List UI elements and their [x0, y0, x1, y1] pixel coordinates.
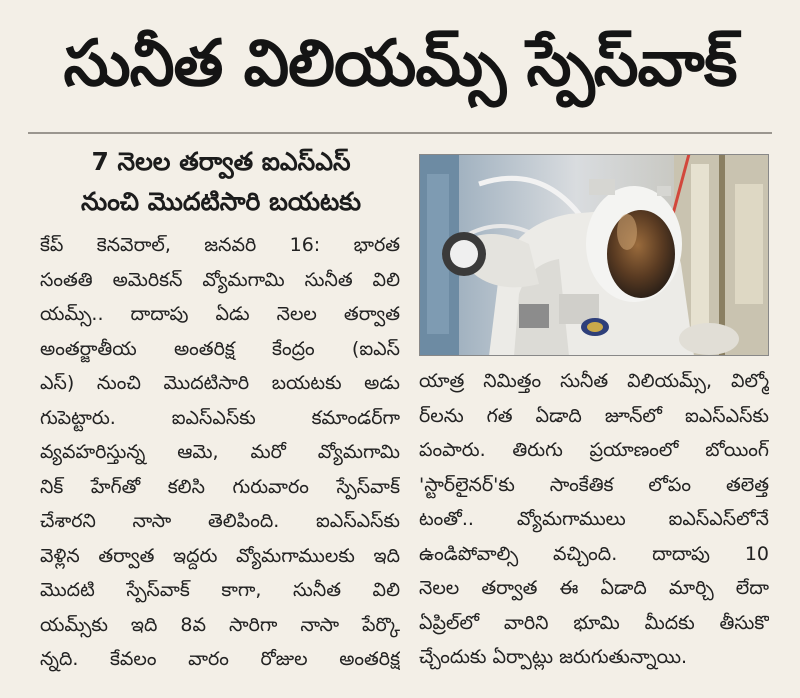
- article-line: ర్‌లను గత ఏడాది జూన్‌లో ఐఎస్ఎస్‌కు: [419, 404, 769, 427]
- subheadline-line: 7 నెలల తర్వాత ఐఎస్ఎస్: [91, 147, 351, 176]
- article-line: టంతో.. వ్యోమగాములు ఐఎస్ఎస్‌లోనే: [419, 508, 769, 530]
- article-column-left: [40, 228, 400, 677]
- subheadline-line: నుంచి మొదటిసారి బయటకు: [81, 187, 361, 216]
- article-line: యమ్స్.. దాదాపు ఏడు నెలల తర్వాత: [40, 303, 400, 325]
- article-line: వెళ్లిన తర్వాత ఇద్దరు వ్యోమగాములకు ఇది: [40, 544, 400, 567]
- article-line: కేప్ కెనవెరాల్, జనవరి 16: భారత: [40, 234, 400, 256]
- subheadline: [40, 142, 402, 222]
- article-line: సంతతి అమెరికన్ వ్యోమగామి సునీత విలి: [40, 268, 400, 291]
- article-line: ఏప్రిల్‌లో వారిని భూమి మీదకు తీసుకొ: [419, 611, 769, 634]
- astronaut-photo: [419, 154, 769, 356]
- article-line: మొదటి స్పేస్‌వాక్ కాగా, సునీత విలి: [40, 579, 400, 601]
- headline: సునీత విలియమ్స్ స్పేస్‌వాక్: [63, 26, 737, 101]
- article-line: ఉండిపోవాల్సి వచ్చింది. దాదాపు 10: [419, 542, 769, 565]
- article-line: యమ్స్‌కు ఇది 8వ సారిగా నాసా పేర్కొ: [40, 613, 400, 636]
- article-line: యాత్ర నిమిత్తం సునీత విలియమ్స్, విల్మో: [419, 370, 769, 392]
- article-line: పంపారు. తిరుగు ప్రయాణంలో బోయింగ్: [419, 439, 769, 461]
- article-line: అంతర్జాతీయ అంతరిక్ష కేంద్రం (ఐఎస్: [40, 337, 400, 360]
- article-line: నిక్ హేగ్‌తో కలిసి గురువారం స్పేస్‌వాక్: [40, 475, 400, 498]
- article-column-right: [419, 364, 769, 675]
- article-line: నెలల తర్వాత ఈ ఏడాది మార్చి లేదా: [419, 577, 769, 599]
- article-line: చేశారని నాసా తెలిపింది. ఐఎస్ఎస్‌కు: [40, 510, 400, 532]
- article-line: వ్యవహరిస్తున్న ఆమె, మరో వ్యోమగామి: [40, 441, 400, 463]
- article-line: చ్చేందుకు ఏర్పాట్లు జరుగుతున్నాయి.: [419, 646, 688, 668]
- article-line: 'స్టార్‌లైనర్'కు సాంకేతిక లోపం తలెత్త: [419, 473, 769, 496]
- article-line: గుపెట్టారు. ఐఎస్ఎస్‌కు కమాండర్‌గా: [40, 406, 400, 429]
- headline-divider: [28, 132, 772, 134]
- article-line: న్నది. కేవలం వారం రోజుల అంతరిక్ష: [40, 648, 400, 670]
- article-line: ఎస్) నుంచి మొదటిసారి బయటకు అడు: [40, 372, 400, 394]
